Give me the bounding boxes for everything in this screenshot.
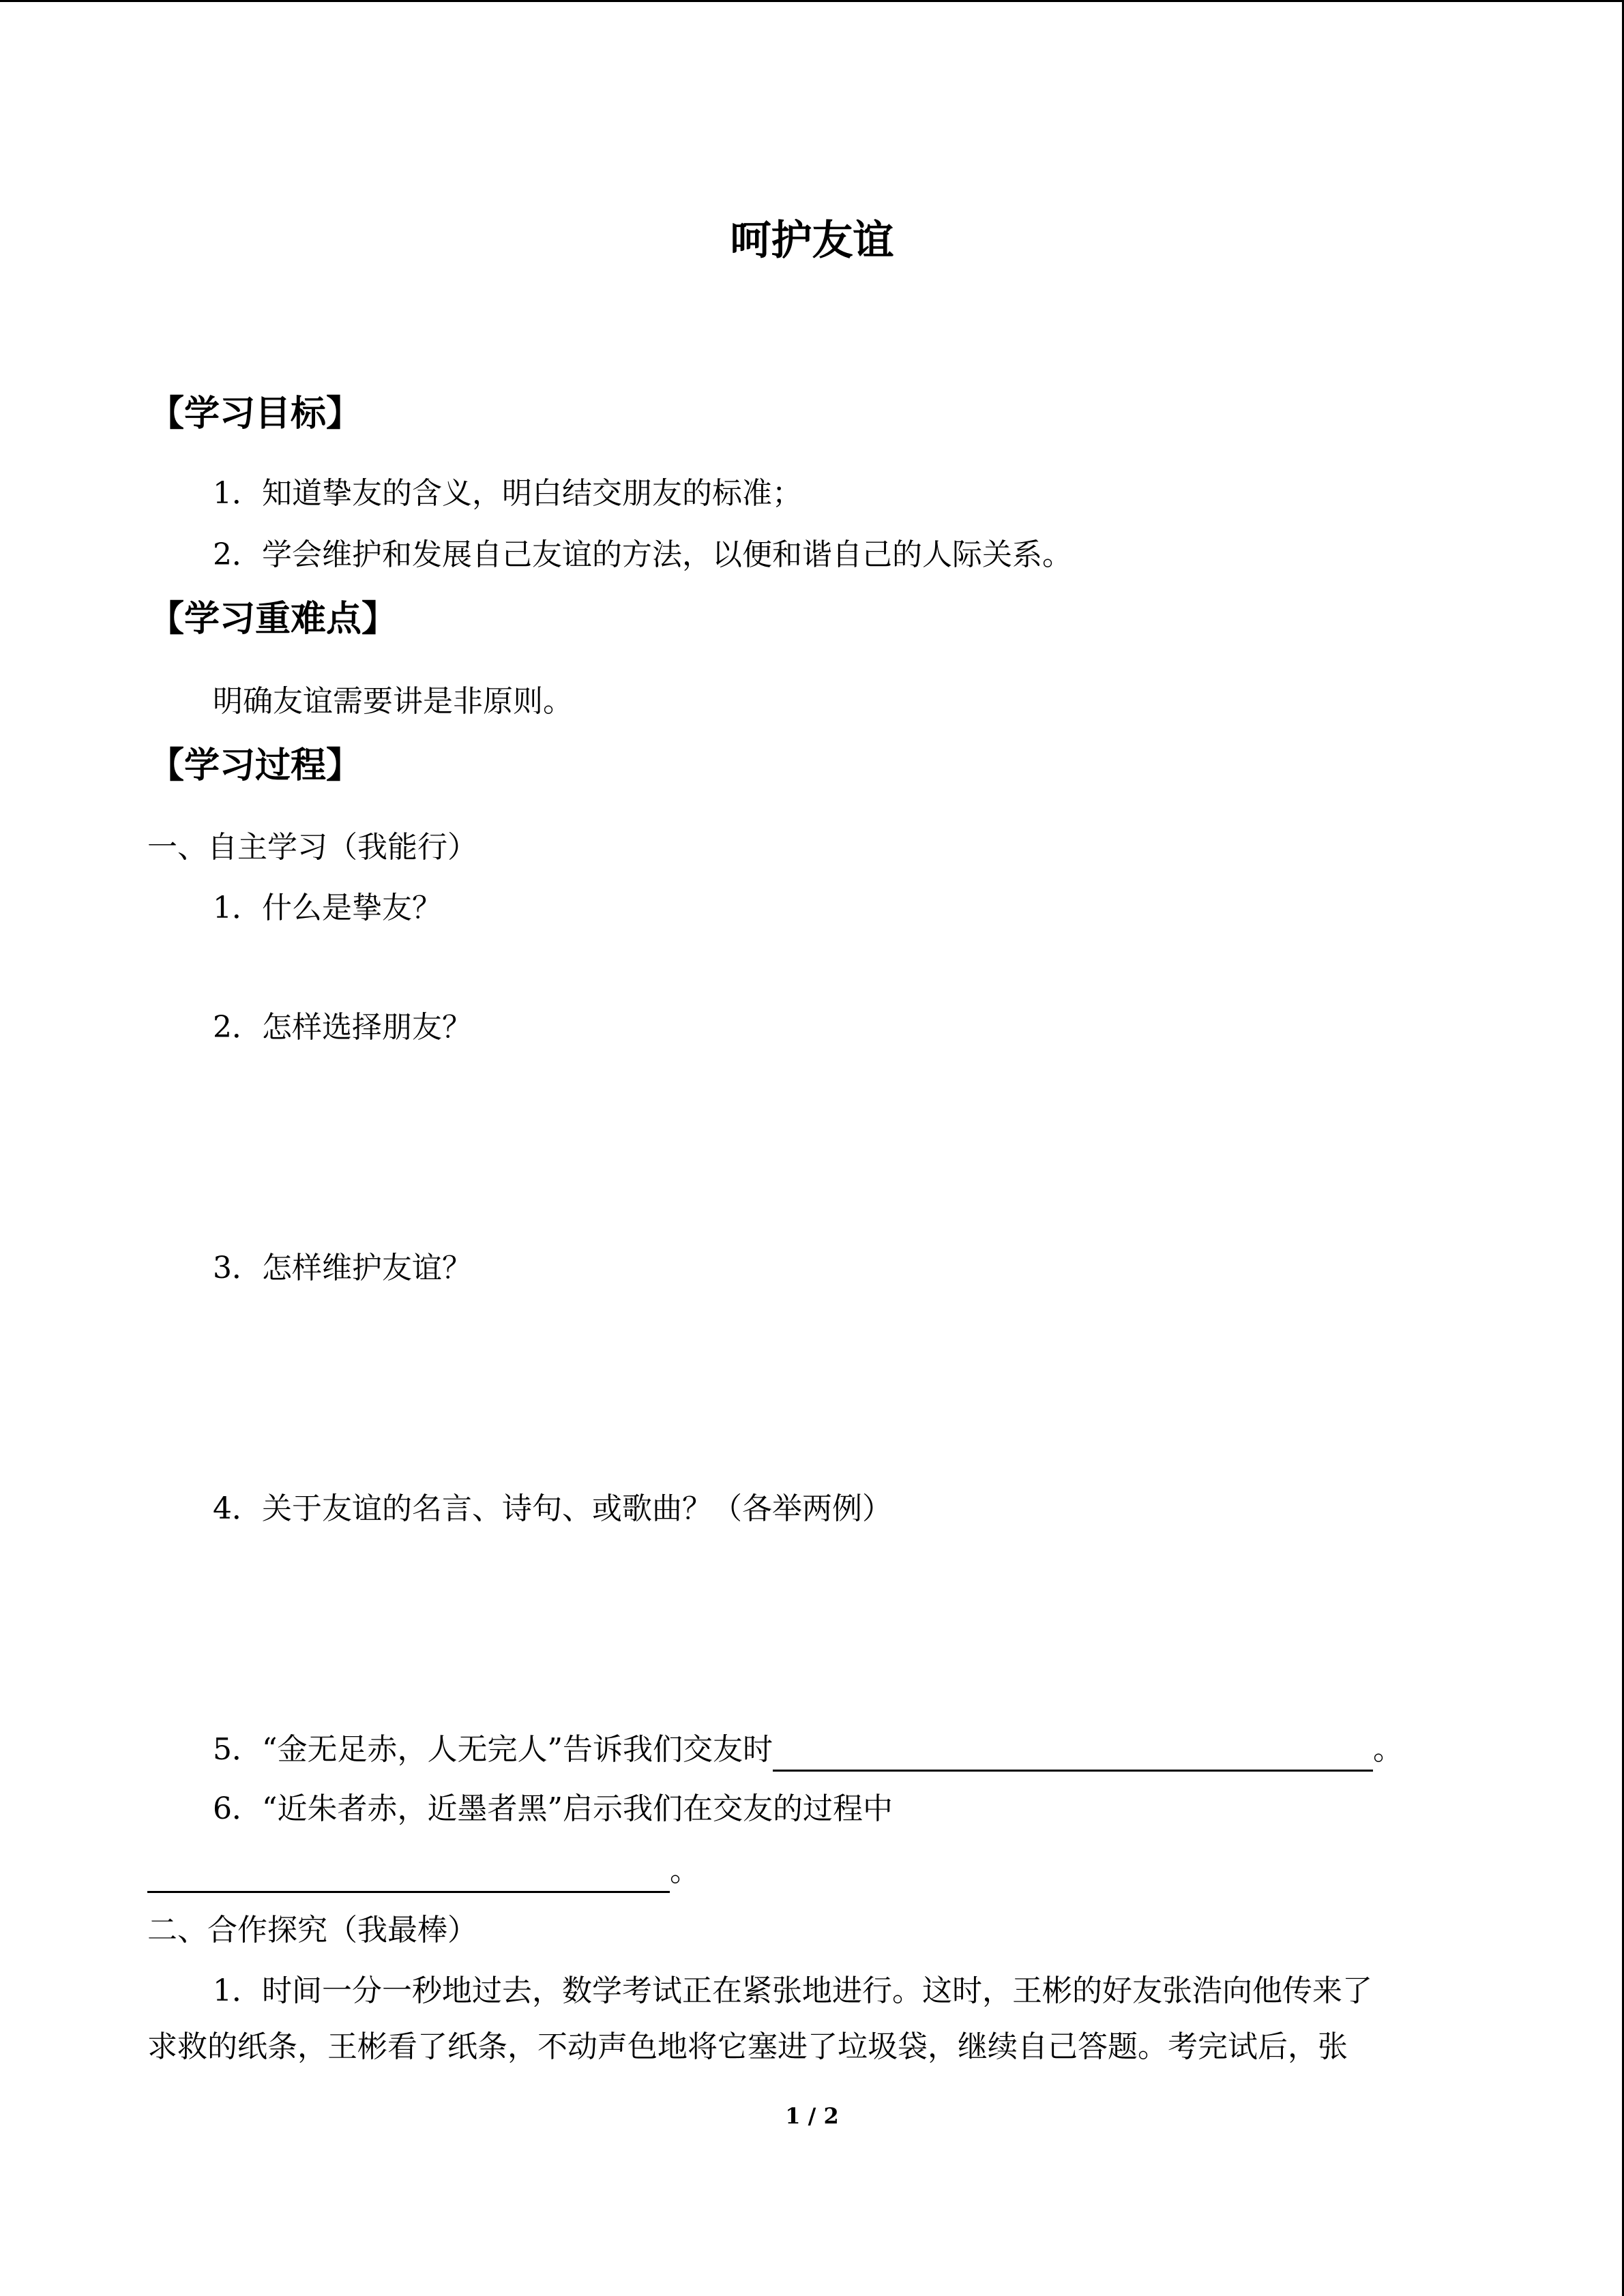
answer-blank-5[interactable]	[773, 1735, 1373, 1772]
part2-title: 二、合作探究（我最棒）	[147, 1913, 477, 1948]
key-points-heading: 【学习重难点】	[149, 599, 398, 640]
part1-title: 一、自主学习（我能行）	[147, 830, 477, 865]
process-heading: 【学习过程】	[149, 745, 362, 786]
question-5-text: 5．“金无足赤，人无完人”告诉我们交友时	[213, 1732, 773, 1767]
objective-item-2: 2．学会维护和发展自己友谊的方法，以便和谐自己的人际关系。	[213, 537, 1072, 572]
objectives-heading: 【学习目标】	[149, 393, 362, 434]
question-5	[213, 1728, 1403, 1772]
objective-item-1: 1．知道挚友的含义，明白结交朋友的标准；	[213, 476, 802, 511]
key-points-text: 明确友谊需要讲是非原则。	[213, 684, 573, 719]
part2-paragraph-line-1: 1．时间一分一秒地过去，数学考试正在紧张地进行。这时，王彬的好友张浩向他传来了	[213, 1973, 1372, 2008]
question-2: 2．怎样选择朋友？	[213, 1010, 472, 1045]
question-6-answer-line	[147, 1849, 700, 1893]
page-number: 1 / 2	[785, 2103, 839, 2129]
answer-blank-6[interactable]	[147, 1857, 670, 1893]
part2-paragraph-line-2: 求救的纸条，王彬看了纸条，不动声色地将它塞进了垃圾袋，继续自己答题。考完试后，张	[147, 2029, 1348, 2064]
question-5-end: 。	[1372, 1732, 1403, 1767]
question-4: 4．关于友谊的名言、诗句、或歌曲？（各举两例）	[213, 1491, 892, 1526]
question-1: 1．什么是挚友？	[213, 891, 442, 925]
question-6-end: 。	[670, 1853, 700, 1888]
page-top-border	[0, 0, 1624, 2]
page-title: 呵护友谊	[730, 217, 894, 265]
question-6: 6．“近朱者赤，近墨者黑”启示我们在交友的过程中	[213, 1791, 893, 1826]
question-3: 3．怎样维护友谊？	[213, 1251, 472, 1285]
